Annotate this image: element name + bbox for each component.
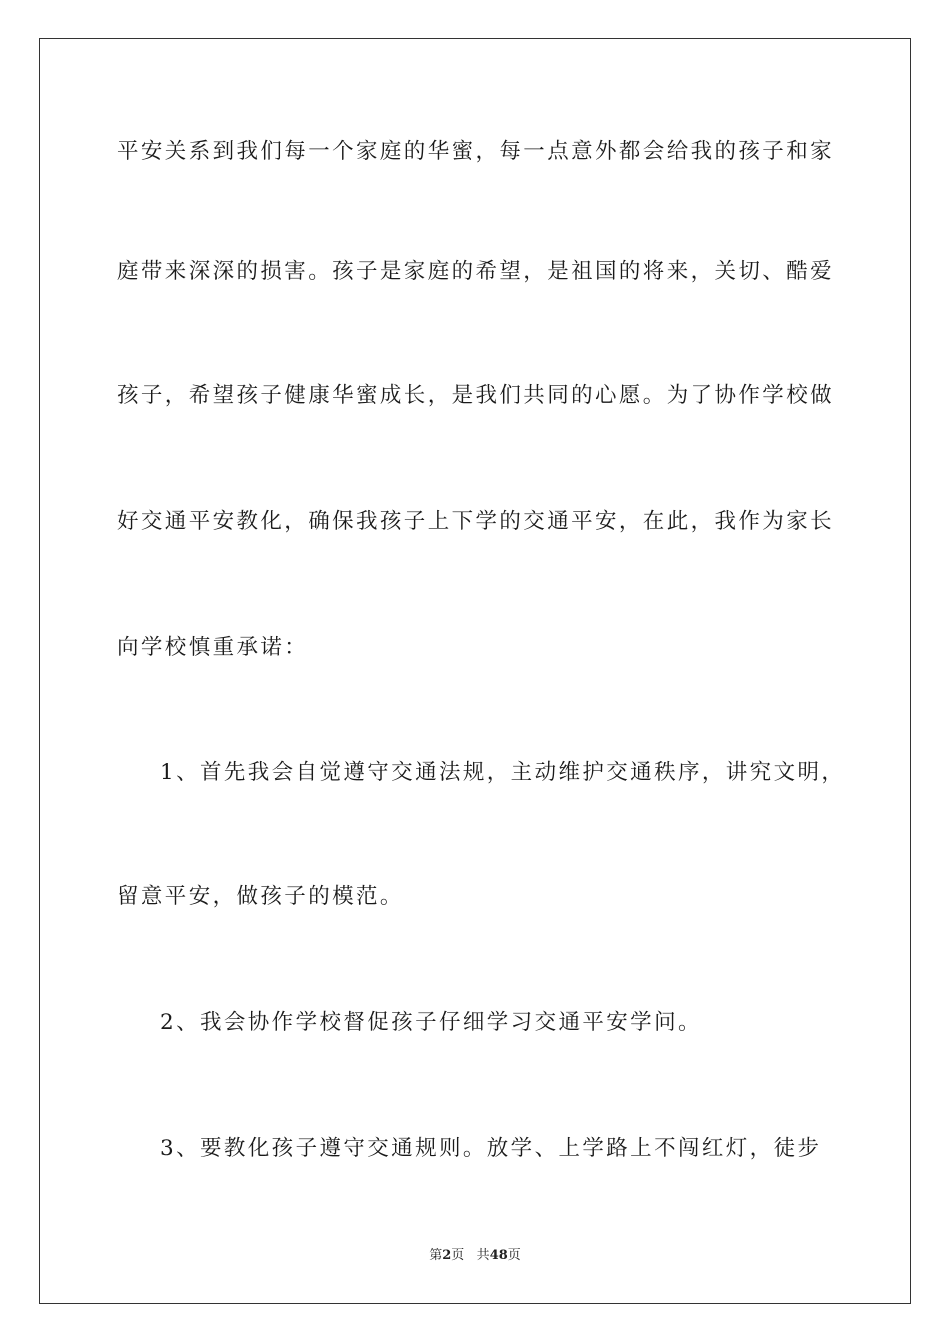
body-line-4: 好交通平安教化，确保我孩子上下学的交通平安，在此，我作为家长 — [117, 509, 835, 534]
page-footer — [0, 1247, 950, 1265]
page-suffix: 页 — [451, 1248, 465, 1263]
body-line-5: 向学校慎重承诺： — [117, 635, 309, 660]
list-item-1-line-1: 1、首先我会自觉遵守交通法规，主动维护交通秩序，讲究文明， — [160, 760, 846, 785]
body-line-2: 庭带来深深的损害。孩子是家庭的希望，是祖国的将来，关切、酷爱 — [117, 259, 835, 284]
total-pages: 48 — [489, 1248, 508, 1263]
body-line-1: 平安关系到我们每一个家庭的华蜜，每一点意外都会给我的孩子和家 — [117, 139, 835, 164]
page-prefix: 第 — [429, 1248, 443, 1263]
page-number: 2 — [442, 1248, 452, 1263]
list-item-2: 2、我会协作学校督促孩子仔细学习交通平安学问。 — [160, 1010, 702, 1035]
total-suffix: 页 — [507, 1248, 521, 1263]
body-line-3: 孩子，希望孩子健康华蜜成长，是我们共同的心愿。为了协作学校做 — [117, 383, 835, 408]
list-item-3-line-1: 3、要教化孩子遵守交通规则。放学、上学路上不闯红灯，徒步 — [160, 1136, 822, 1161]
total-prefix: 共 — [476, 1248, 490, 1263]
page-frame — [39, 38, 911, 1304]
list-item-1-line-2: 留意平安，做孩子的模范。 — [117, 884, 404, 909]
